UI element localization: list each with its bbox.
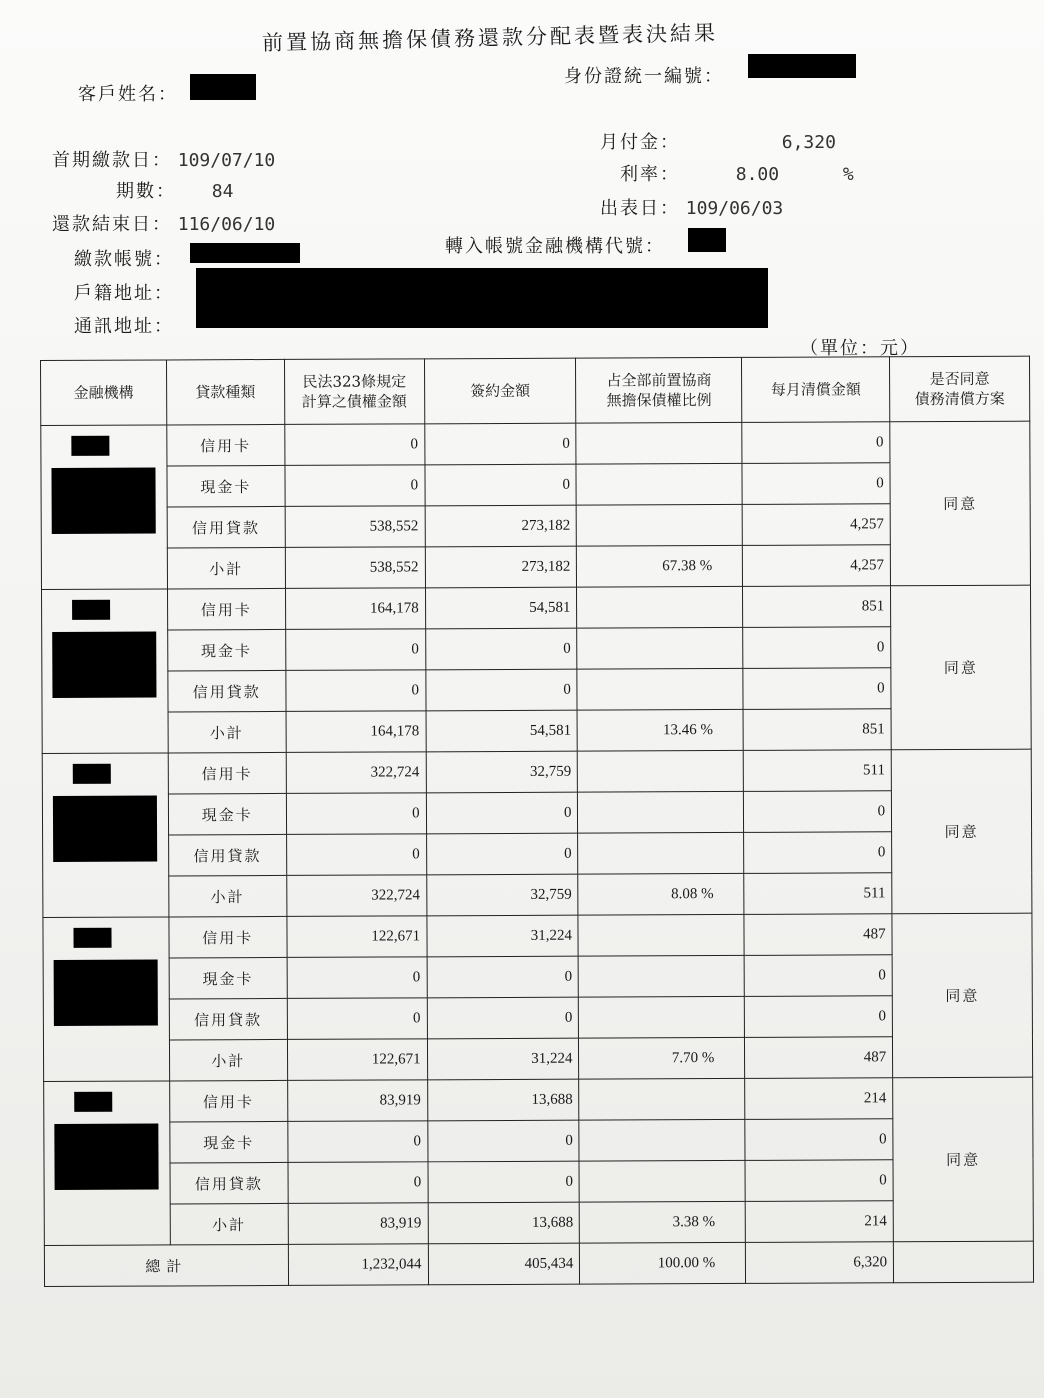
signed-amount-cell: 31,224 <box>427 915 579 957</box>
customer-name-redaction <box>190 74 256 100</box>
table-row <box>43 831 1032 876</box>
loan-type-cell: 小計 <box>168 711 286 753</box>
loan-type-cell: 信用貸款 <box>168 670 286 712</box>
total-empty-cell <box>893 1241 1033 1283</box>
monthly-payment-cell: 851 <box>743 709 891 751</box>
header-institution: 金融機構 <box>41 360 167 426</box>
claim-amount-cell: 0 <box>287 998 427 1040</box>
institution-code-redaction <box>71 436 109 456</box>
end-date-value: 116/06/10 <box>177 214 276 235</box>
customer-name-row <box>78 80 178 106</box>
table-row <box>41 462 1030 507</box>
signed-amount-cell: 0 <box>425 628 577 670</box>
signed-amount-cell: 54,581 <box>426 710 578 752</box>
ratio-cell: 13.46 % <box>577 709 743 751</box>
header-loan-type: 貸款種類 <box>166 359 284 425</box>
signed-amount-cell: 0 <box>427 997 579 1039</box>
monthly-payment-row <box>600 128 836 154</box>
monthly-payment-cell: 4,257 <box>743 545 891 587</box>
signed-amount-cell: 0 <box>424 423 576 465</box>
institution-name-redaction <box>54 959 158 1025</box>
loan-type-cell: 信用卡 <box>168 752 286 794</box>
id-number-row <box>564 62 724 88</box>
institution-name-redaction <box>52 631 156 697</box>
claim-amount-cell: 0 <box>284 424 424 466</box>
interest-rate-row <box>620 160 854 186</box>
interest-rate-value: 8.00 <box>735 164 780 185</box>
institution-code-redaction <box>73 928 111 948</box>
mailing-address-row <box>74 312 174 338</box>
agree-cell: 同意 <box>891 585 1032 750</box>
monthly-payment-cell: 214 <box>745 1078 893 1120</box>
table-row <box>43 954 1032 999</box>
signed-amount-cell: 54,581 <box>425 587 577 629</box>
monthly-payment-cell: 0 <box>743 627 891 669</box>
total-ratio-cell: 100.00 % <box>580 1242 746 1284</box>
claim-amount-cell: 83,919 <box>287 1080 427 1122</box>
ratio-cell: 7.70 % <box>579 1037 745 1079</box>
total-signed-cell: 405,434 <box>428 1243 580 1285</box>
ratio-cell <box>579 1119 745 1161</box>
header-monthly: 每月清償金額 <box>742 357 890 423</box>
signed-amount-cell: 273,182 <box>425 505 577 547</box>
institution-cell <box>41 425 168 590</box>
registered-address-row <box>74 279 174 305</box>
ratio-cell: 67.38 % <box>577 545 743 587</box>
unit-note: （單位：元） <box>800 338 920 359</box>
institution-name-redaction <box>53 795 157 861</box>
monthly-payment-cell: 851 <box>743 586 891 628</box>
issue-date-value: 109/06/03 <box>685 198 784 219</box>
signed-amount-cell: 0 <box>428 1161 580 1203</box>
loan-type-cell: 信用卡 <box>167 588 285 630</box>
ratio-cell <box>577 586 743 628</box>
id-number-redaction <box>748 54 856 78</box>
ratio-cell <box>579 955 745 997</box>
claim-amount-cell: 164,178 <box>286 711 426 753</box>
signed-amount-cell: 0 <box>425 464 577 506</box>
institution-code-redaction <box>74 1092 112 1112</box>
periods-row <box>116 177 233 203</box>
monthly-payment-cell: 0 <box>742 463 890 505</box>
first-payment-value: 109/07/10 <box>177 150 276 171</box>
institution-code-redaction <box>72 600 110 620</box>
ratio-cell <box>576 463 742 505</box>
claim-amount-cell: 0 <box>285 465 425 507</box>
interest-rate-label: 利率： <box>620 164 680 185</box>
loan-type-cell: 信用卡 <box>169 1080 287 1122</box>
claim-amount-cell: 322,724 <box>286 875 426 917</box>
monthly-payment-cell: 511 <box>744 750 892 792</box>
total-label: 總計 <box>44 1244 288 1286</box>
monthly-payment-cell: 0 <box>744 791 892 833</box>
ratio-cell: 3.38 % <box>580 1201 746 1243</box>
ratio-cell: 8.08 % <box>578 873 744 915</box>
loan-type-cell: 現金卡 <box>170 1121 288 1163</box>
institution-cell <box>42 589 169 754</box>
table-row <box>44 1159 1033 1204</box>
claim-amount-cell: 538,552 <box>285 547 425 589</box>
header-claim-amount <box>284 359 424 425</box>
first-payment-row <box>52 146 275 172</box>
table-row <box>43 995 1032 1040</box>
agree-cell: 同意 <box>891 749 1032 914</box>
signed-amount-cell: 0 <box>425 669 577 711</box>
table-row <box>41 421 1030 466</box>
total-claim-cell: 1,232,044 <box>288 1244 428 1286</box>
monthly-payment-cell: 0 <box>744 832 892 874</box>
header-ratio-line2: 無擔保債權比例 <box>606 391 712 410</box>
periods-label: 期數： <box>116 181 176 202</box>
monthly-payment-label: 月付金： <box>600 132 680 153</box>
ratio-cell <box>576 422 742 464</box>
loan-type-cell: 小計 <box>167 547 285 589</box>
total-monthly-cell: 6,320 <box>746 1242 894 1284</box>
header-claim-line2: 計算之債權金額 <box>301 392 407 411</box>
table-row <box>43 1036 1032 1081</box>
header-agree-line2: 債務清償方案 <box>914 389 1005 409</box>
loan-type-cell: 信用貸款 <box>169 998 287 1040</box>
monthly-payment-cell: 214 <box>745 1201 893 1243</box>
institution-cell <box>42 753 169 918</box>
end-date-row <box>52 210 275 236</box>
agree-cell: 同意 <box>892 913 1033 1078</box>
first-payment-label: 首期繳款日： <box>52 150 172 171</box>
loan-type-cell: 小計 <box>169 1039 287 1081</box>
loan-type-cell: 現金卡 <box>167 465 285 507</box>
signed-amount-cell: 31,224 <box>427 1038 579 1080</box>
table-row <box>44 1118 1033 1163</box>
ratio-cell <box>577 627 743 669</box>
ratio-cell <box>578 791 744 833</box>
loan-type-cell: 信用貸款 <box>170 1162 288 1204</box>
monthly-payment-cell: 0 <box>745 1119 893 1161</box>
signed-amount-cell: 273,182 <box>425 546 577 588</box>
institution-name-redaction <box>51 467 155 533</box>
signed-amount-cell: 32,759 <box>426 874 578 916</box>
agree-cell: 同意 <box>893 1077 1034 1242</box>
end-date-label: 還款結束日： <box>52 214 172 235</box>
loan-type-cell: 信用卡 <box>169 916 287 958</box>
institution-cell <box>44 1081 171 1246</box>
claim-amount-cell: 0 <box>285 629 425 671</box>
periods-value: 84 <box>211 181 234 202</box>
signed-amount-cell: 13,688 <box>427 1079 579 1121</box>
monthly-payment-cell: 4,257 <box>742 504 890 546</box>
table-row <box>43 913 1032 958</box>
loan-type-cell: 小計 <box>169 875 287 917</box>
signed-amount-cell: 13,688 <box>428 1202 580 1244</box>
loan-type-cell: 現金卡 <box>169 957 287 999</box>
loan-type-cell: 信用卡 <box>167 424 285 466</box>
table-header-row <box>41 356 1030 425</box>
table-row <box>43 872 1032 917</box>
claim-amount-cell: 0 <box>286 670 426 712</box>
monthly-payment-value: 6,320 <box>781 132 836 153</box>
table-row <box>42 626 1031 671</box>
signed-amount-cell: 0 <box>426 792 578 834</box>
account-row <box>74 245 174 271</box>
monthly-payment-cell: 0 <box>745 1160 893 1202</box>
interest-rate-unit: % <box>842 164 854 185</box>
header-ratio <box>576 357 742 423</box>
institution-cell <box>43 917 170 1082</box>
agree-cell: 同意 <box>890 421 1031 586</box>
ratio-cell <box>578 914 744 956</box>
ratio-cell <box>579 996 745 1038</box>
account-label: 繳款帳號： <box>74 249 174 270</box>
ratio-cell <box>578 832 744 874</box>
transfer-code-redaction <box>688 228 726 252</box>
loan-type-cell: 信用貸款 <box>167 506 285 548</box>
claim-amount-cell: 0 <box>287 957 427 999</box>
transfer-code-label: 轉入帳號金融機構代號： <box>445 236 665 257</box>
claim-amount-cell: 0 <box>288 1162 428 1204</box>
signed-amount-cell: 0 <box>426 833 578 875</box>
loan-type-cell: 信用貸款 <box>168 834 286 876</box>
table-row <box>42 667 1031 712</box>
registered-address-label: 戶籍地址： <box>74 283 174 304</box>
claim-amount-cell: 0 <box>286 834 426 876</box>
header-signed-amount: 簽約金額 <box>424 358 576 424</box>
table-row <box>42 790 1031 835</box>
header-agree-line1: 是否同意 <box>929 369 990 389</box>
header-agree <box>890 356 1030 422</box>
table-row <box>44 1200 1033 1245</box>
institution-code-redaction <box>73 764 111 784</box>
signed-amount-cell: 0 <box>427 1120 579 1162</box>
claim-amount-cell: 0 <box>288 1121 428 1163</box>
issue-date-label: 出表日： <box>600 198 680 219</box>
monthly-payment-cell: 0 <box>742 422 890 464</box>
table-row <box>42 749 1031 794</box>
id-number-label: 身份證統一編號： <box>564 66 724 87</box>
claim-amount-cell: 122,671 <box>287 1039 427 1081</box>
document-title: 前置協商無擔保債務還款分配表暨表決結果 <box>261 20 719 56</box>
account-redaction <box>190 243 300 263</box>
table-row <box>41 544 1030 589</box>
monthly-payment-cell: 511 <box>744 873 892 915</box>
monthly-payment-cell: 487 <box>745 1037 893 1079</box>
monthly-payment-cell: 0 <box>744 955 892 997</box>
ratio-cell <box>577 504 743 546</box>
table-row <box>42 585 1031 630</box>
ratio-cell <box>577 668 743 710</box>
transfer-code-row <box>445 232 665 258</box>
signed-amount-cell: 0 <box>427 956 579 998</box>
loan-type-cell: 現金卡 <box>168 629 286 671</box>
header-ratio-line1: 占全部前置協商 <box>606 371 712 390</box>
ratio-cell <box>579 1160 745 1202</box>
customer-name-label: 客戶姓名： <box>78 84 178 105</box>
table-row <box>42 708 1031 753</box>
table-row <box>41 503 1030 548</box>
table-row <box>44 1077 1033 1122</box>
signed-amount-cell: 32,759 <box>426 751 578 793</box>
issue-date-row <box>600 194 783 220</box>
total-row <box>44 1241 1033 1286</box>
claim-amount-cell: 322,724 <box>286 752 426 794</box>
claim-amount-cell: 538,552 <box>285 506 425 548</box>
claim-amount-cell: 0 <box>286 793 426 835</box>
address-redaction <box>196 268 768 328</box>
claim-amount-cell: 164,178 <box>285 588 425 630</box>
claim-amount-cell: 122,671 <box>287 916 427 958</box>
monthly-payment-cell: 0 <box>743 668 891 710</box>
monthly-payment-cell: 487 <box>744 914 892 956</box>
mailing-address-label: 通訊地址： <box>74 316 174 337</box>
loan-type-cell: 小計 <box>170 1203 288 1245</box>
institution-name-redaction <box>54 1123 158 1189</box>
claim-amount-cell: 83,919 <box>288 1203 428 1245</box>
ratio-cell <box>578 750 744 792</box>
loan-type-cell: 現金卡 <box>168 793 286 835</box>
header-claim-line1: 民法323條規定 <box>302 372 407 391</box>
ratio-cell <box>579 1078 745 1120</box>
allocation-table <box>40 356 1034 1287</box>
monthly-payment-cell: 0 <box>745 996 893 1038</box>
